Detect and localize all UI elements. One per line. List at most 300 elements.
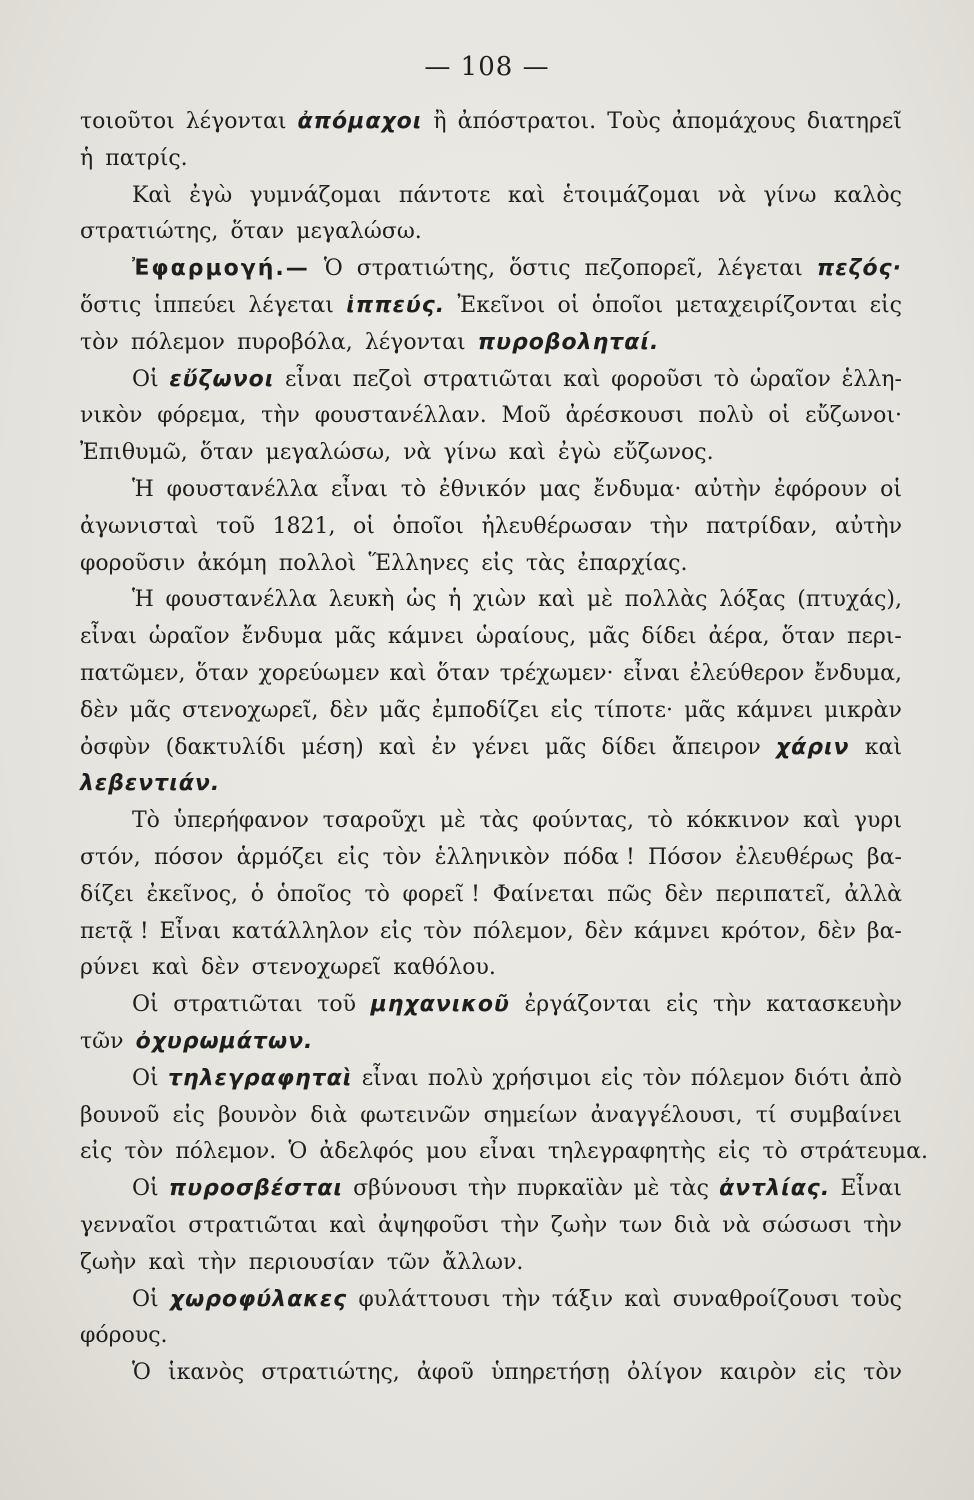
word: τὸν: [80, 329, 119, 355]
text-line: [80, 987, 902, 1024]
word: χιὼν: [472, 587, 527, 613]
word: πολὺ: [427, 1065, 483, 1091]
word: ἱππεύει: [153, 292, 237, 318]
word: ἀναγγέλουσι,: [590, 1102, 743, 1128]
word: Μοῦ: [501, 403, 551, 429]
word: λευκὴ: [328, 587, 395, 613]
word: μεγαλώσω,: [265, 440, 392, 466]
word: τρέχωμεν·: [499, 660, 614, 686]
emphasized-term: ἱππεύς.: [346, 292, 446, 318]
word: ζωὴν: [80, 1249, 137, 1275]
text-line: [80, 509, 902, 546]
word: ἀπὸ: [859, 1065, 902, 1091]
word: νὰ: [717, 182, 746, 208]
word: ἑλλη-: [841, 366, 902, 392]
word: φοροῦσι: [611, 366, 703, 392]
word: πόλεμον.: [175, 1139, 277, 1165]
text-line: [80, 582, 902, 619]
word: Φαίνεται: [492, 881, 595, 907]
section-heading: Ἐφαρμογή.—: [132, 256, 310, 282]
word: μέση): [301, 734, 364, 760]
word: πόλεμον,: [472, 918, 574, 944]
word: καιρὸν: [719, 1360, 797, 1386]
emphasized-term: ἀντλίας.: [719, 1176, 831, 1202]
word: τὰς: [669, 1176, 709, 1202]
word: εἰς: [80, 1139, 113, 1165]
word: τὴν: [649, 513, 689, 539]
emphasized-term: εὔζωνοι: [169, 366, 275, 392]
page-number: — 108 —: [424, 52, 550, 82]
word: ἐργάζονται: [524, 992, 652, 1018]
word: ἐφόρουν: [773, 476, 868, 502]
word: δίδει: [641, 624, 697, 650]
word: Οἱ: [132, 366, 159, 392]
word: ἡ: [448, 587, 462, 613]
word: κάμνει: [736, 697, 813, 723]
word: ἀπόστρατοι.: [457, 109, 597, 134]
text-line: [80, 1098, 902, 1135]
text-line: [80, 398, 902, 435]
text-line: [80, 656, 902, 693]
text-line: [80, 362, 902, 399]
body-text: [80, 104, 928, 1392]
word: Ἐπιθυμῶ,: [80, 440, 188, 466]
word: μᾶς: [684, 697, 726, 723]
text-line: [80, 214, 902, 251]
word: στρατιώτης,: [80, 219, 219, 245]
word: εἰς: [813, 1360, 847, 1386]
word: εἶναι: [285, 366, 342, 392]
word: τὴν: [468, 1176, 507, 1202]
word: ὁποῖοι: [392, 513, 464, 539]
word: (πτυχάς),: [797, 587, 902, 613]
word: κατασκευὴν: [766, 992, 902, 1018]
text-line: [80, 1171, 902, 1208]
word: σημείων: [483, 1102, 578, 1128]
word: κρότον,: [721, 918, 807, 944]
word: περιπατεῖ,: [715, 881, 832, 907]
word: μεγαλώσω.: [296, 219, 422, 245]
word: στρατιώτης,: [261, 1360, 400, 1386]
text-line: [80, 950, 902, 987]
word: εἰς: [550, 697, 583, 723]
text-line: [80, 619, 902, 656]
word: Τὸ: [132, 808, 160, 834]
word: πολὺ: [698, 403, 754, 429]
word: Εἶναι: [159, 918, 222, 944]
text-line: [80, 803, 902, 840]
word: τὸν: [124, 1139, 164, 1165]
word: συναθροίζουσι: [672, 1286, 840, 1312]
word: ἀψηφοῦσι: [378, 1212, 489, 1238]
emphasized-term: τηλεγραφηταὶ: [168, 1065, 353, 1091]
emphasized-term: χάριν: [775, 734, 850, 760]
word: πόλεμον: [690, 1065, 785, 1091]
text-line: [80, 1061, 902, 1098]
word: νὰ: [403, 440, 432, 466]
word: ἀδελφός: [319, 1139, 414, 1165]
word: εἶναι: [331, 476, 388, 502]
text-line: [80, 766, 902, 803]
word: τσαροῦχι: [322, 808, 427, 834]
emphasized-term: λεβεντιάν.: [80, 771, 221, 797]
word: εἰς: [666, 992, 699, 1018]
word: ἔνδυμα·: [593, 476, 682, 502]
word: σώσωσι: [762, 1212, 852, 1238]
word: ὅταν: [230, 219, 285, 245]
word: Εἶναι: [840, 1176, 902, 1202]
word: λέγεται: [248, 292, 334, 318]
word: τὴν: [261, 403, 300, 429]
word: μᾶς: [379, 697, 421, 723]
word: δὲν: [80, 697, 119, 723]
word: φορεῖ !: [402, 881, 480, 907]
word: γίνω: [443, 440, 497, 466]
word: ἀέρα,: [708, 624, 770, 650]
word: ὀσφὺν: [80, 734, 151, 760]
word: τὴν: [500, 1212, 540, 1238]
word: τὸν: [863, 1360, 902, 1386]
word: Οἱ: [132, 1286, 159, 1312]
word: περιουσίαν: [248, 1249, 375, 1275]
word: τὸν: [642, 1065, 682, 1091]
word: τὸ: [762, 1139, 788, 1165]
word: εὔζωνος.: [613, 440, 714, 466]
word: τὰς: [525, 550, 566, 576]
word: κάμνει: [387, 624, 465, 650]
word: μᾶς: [544, 734, 587, 760]
emphasized-term: χωροφύλακες: [169, 1286, 348, 1312]
word: στρατιῶται: [173, 992, 303, 1018]
word: στόν,: [80, 844, 141, 870]
word: διὰ: [673, 1212, 711, 1238]
word: ὁ: [250, 881, 264, 907]
word: Καὶ: [132, 182, 172, 208]
word: Ὁ: [132, 1360, 151, 1386]
word: ἐλευθέρως: [735, 844, 854, 870]
text-line: [80, 104, 902, 141]
word: μὲ: [586, 587, 613, 613]
word: Ἐκεῖνοι: [457, 292, 546, 318]
word: ἄλλων.: [442, 1249, 524, 1275]
text-line: [80, 730, 902, 767]
word: δίζει: [80, 881, 134, 907]
word: πυρκαϊὰν: [516, 1176, 624, 1202]
word: διατηρεῖ: [806, 109, 902, 134]
word: δὲν: [817, 918, 857, 944]
word: τῶν: [386, 1249, 431, 1275]
word: καὶ: [329, 1212, 367, 1238]
word: πατρίδαν,: [705, 513, 818, 539]
word: εἶναι: [623, 660, 681, 686]
word: ἁρμόζει: [236, 844, 324, 870]
word: εἶναι: [80, 624, 137, 650]
word: πῶς: [607, 881, 653, 907]
word: τοῦ: [216, 513, 255, 539]
word: φουστανέλλαν.: [314, 403, 487, 429]
word: καὶ: [508, 440, 546, 466]
word: φόρεμα,: [157, 403, 247, 429]
text-line: [80, 1355, 902, 1392]
word: τὴν: [197, 1249, 237, 1275]
word: οἱ: [768, 403, 791, 429]
word: εἰς: [600, 1065, 634, 1091]
word: τῶν: [80, 1028, 124, 1054]
word: ὅστις: [80, 292, 142, 318]
word: φουστανέλλα: [165, 587, 318, 613]
word: κατάλληλον: [231, 918, 370, 944]
word: λέγονται: [364, 329, 466, 355]
word: ἐκεῖνος,: [146, 881, 239, 907]
word: ἠλευθέρωσαν: [481, 513, 633, 539]
word: ζωὴν: [550, 1212, 608, 1238]
word: καὶ: [803, 808, 841, 834]
word: πόλεμον: [130, 329, 225, 355]
word: βα-: [866, 844, 902, 870]
word: στρατιῶται: [423, 366, 553, 392]
word: τί: [755, 1102, 777, 1128]
word: ἡ: [80, 145, 94, 171]
word: γυρι: [853, 808, 902, 834]
word: ὅταν: [436, 660, 490, 686]
word: ἐν: [431, 734, 457, 760]
word: Οἱ: [132, 1065, 159, 1091]
word: ὅστις: [509, 256, 571, 282]
word: εἰς: [172, 1102, 205, 1128]
word: συμβαίνει: [789, 1102, 902, 1128]
text-line: [80, 251, 902, 288]
word: φουστανέλλα: [166, 476, 319, 502]
word: φούντας,: [532, 808, 634, 834]
word: ὁποῖοι: [591, 292, 664, 318]
word: μικρὰν: [824, 697, 902, 723]
word: μου: [425, 1139, 467, 1165]
word: κάμνει: [633, 918, 711, 944]
word: εὔζωνοι·: [805, 403, 902, 429]
word: ἀρέσκουσι: [565, 403, 684, 429]
word: Οἱ: [132, 992, 159, 1018]
text-line: [80, 1024, 902, 1061]
word: πολλὰς: [624, 587, 708, 613]
text-line: [80, 877, 902, 914]
word: ὑπηρετήσῃ: [490, 1360, 610, 1386]
text-line: [80, 1282, 902, 1319]
word: καὶ: [507, 182, 546, 208]
word: πετᾷ !: [80, 918, 149, 944]
word: διὰ: [310, 1102, 348, 1128]
text-line: [80, 178, 902, 215]
word: ὅταν: [195, 660, 249, 686]
word: ὅταν: [199, 440, 254, 466]
word: εἰς: [380, 918, 413, 944]
word: στενοχωρεῖ: [251, 955, 382, 981]
word: νὰ: [722, 1212, 751, 1238]
emphasized-term: πυροβοληταί.: [477, 329, 660, 355]
word: οἱ: [353, 513, 375, 539]
word: χρήσιμοι: [492, 1065, 592, 1091]
word: πεζοὶ: [352, 366, 413, 392]
word: ὡς: [406, 587, 437, 613]
word: διότι: [794, 1065, 850, 1091]
word: 1821,: [272, 513, 336, 539]
text-line: [80, 693, 902, 730]
word: εἰς: [337, 844, 370, 870]
word: αὐτὴν: [835, 513, 902, 539]
word: τάξιν: [551, 1286, 613, 1312]
word: γίνω: [763, 182, 817, 208]
word: Ὁ: [288, 1139, 308, 1165]
word: χορεύωμεν: [258, 660, 380, 686]
word: ἐμποδίζει: [431, 697, 540, 723]
word: πατρίς.: [105, 145, 188, 171]
word: στενοχωρεῖ,: [182, 697, 319, 723]
word: μᾶς: [588, 624, 630, 650]
word: ἐθνικόν: [438, 476, 527, 502]
word: Ὁ: [323, 256, 343, 282]
emphasized-term: πεζός·: [816, 256, 902, 282]
word: γένει: [471, 734, 530, 760]
word: βα-: [866, 918, 902, 944]
word: σβύνουσι: [353, 1176, 458, 1202]
word: τὸν: [423, 918, 462, 944]
word: φόρους.: [80, 1323, 168, 1349]
word: στράτευμα.: [799, 1139, 928, 1165]
word: ἐγὼ: [189, 182, 233, 208]
word: πατῶμεν,: [80, 660, 186, 686]
emphasized-term: ἀπόμαχοι: [297, 109, 423, 134]
word: ἔνδυμα,: [814, 660, 902, 686]
text-line: [80, 546, 902, 583]
word: Ἡ: [132, 587, 154, 613]
word: περι-: [847, 624, 902, 650]
word: φωτεινῶν: [360, 1102, 471, 1128]
word: πυροβόλα,: [236, 329, 353, 355]
word: ἐπαρχίας.: [577, 550, 688, 576]
word: στρατιῶται: [188, 1212, 318, 1238]
word: ὡραῖον: [749, 366, 831, 392]
text-line: [80, 1208, 902, 1245]
word: δὲν: [201, 955, 240, 981]
word: αὐτὴν: [694, 476, 762, 502]
word: πόσον: [154, 844, 224, 870]
word: πάντοτε: [398, 182, 491, 208]
word: ὅταν: [781, 624, 836, 650]
text-line: [80, 141, 902, 178]
word: τὴν: [712, 992, 752, 1018]
word: μᾶς: [334, 624, 376, 650]
emphasized-term: πυροσβέσται: [168, 1176, 343, 1202]
word: ὡραῖον: [148, 624, 230, 650]
word: λέγονται: [185, 109, 287, 134]
word: μας: [539, 476, 581, 502]
word: ἀγωνισταὶ: [80, 513, 199, 539]
word: λόξας: [719, 587, 786, 613]
word: τηλεγραφητὴς: [547, 1139, 706, 1165]
word: δὲν: [664, 881, 704, 907]
word: οἱ: [880, 476, 902, 502]
word: καὶ: [537, 587, 576, 613]
text-line: [80, 288, 902, 325]
word: ρύνει: [80, 955, 140, 981]
text-line: [80, 840, 902, 877]
word: γυμνάζομαι: [249, 182, 382, 208]
word: τοιοῦτοι: [80, 109, 175, 134]
text-line: [80, 1318, 902, 1355]
word: τὴν: [501, 1286, 541, 1312]
word: βουνὸν: [217, 1102, 298, 1128]
text-line: [80, 325, 902, 362]
word: Ἡ: [132, 476, 154, 502]
word: τοῦ: [317, 992, 356, 1018]
word: λέγεται: [717, 256, 803, 282]
word: ἢ: [433, 109, 447, 134]
word: φυλάττουσι: [358, 1286, 491, 1312]
word: καὶ: [151, 955, 190, 981]
text-line: [80, 1134, 928, 1171]
word: εἶναι: [361, 1065, 419, 1091]
word: πεζοπορεῖ,: [584, 256, 704, 282]
word: τὸ: [647, 808, 673, 834]
word: δὲν: [329, 697, 369, 723]
word: ἑτοιμάζομαι: [562, 182, 701, 208]
word: καὶ: [864, 734, 902, 760]
word: εἶναι: [478, 1139, 536, 1165]
word: τὸ: [364, 881, 390, 907]
word: καὶ: [563, 366, 601, 392]
word: δὲν: [584, 918, 624, 944]
word: (δακτυλίδι: [165, 734, 287, 760]
word: καὶ: [624, 1286, 662, 1312]
word: πόδα !: [563, 844, 635, 870]
word: καθόλου.: [393, 955, 496, 981]
word: τὸ: [713, 366, 740, 392]
word: Πόσον: [648, 844, 723, 870]
word: τίποτε·: [593, 697, 673, 723]
word: ἀκόμη: [197, 550, 267, 576]
word: μᾶς: [129, 697, 172, 723]
word: ὑπερήφανον: [173, 808, 310, 834]
word: ἱκανὸς: [168, 1360, 245, 1386]
word: μὲ: [439, 808, 466, 834]
text-line: [80, 914, 902, 951]
text-line: [80, 435, 902, 472]
word: τοὺς: [850, 1286, 902, 1312]
word: ὡραίους,: [476, 624, 577, 650]
word: γενναῖοι: [80, 1212, 177, 1238]
word: ἀπομάχους: [671, 109, 796, 134]
word: Ἕλληνες: [368, 550, 470, 576]
word: πολλοὶ: [278, 550, 357, 576]
word: ἔνδυμα: [241, 624, 323, 650]
word: ὁποῖος: [276, 881, 352, 907]
word: φοροῦσιν: [80, 550, 186, 576]
word: κόκκινον: [686, 808, 790, 834]
word: ἐγὼ: [558, 440, 601, 466]
word: ἀλλὰ: [844, 881, 902, 907]
word: ἄπειρον: [671, 734, 761, 760]
word: καλὸς: [833, 182, 902, 208]
word: τὸ: [400, 476, 427, 502]
word: τὸν: [382, 844, 422, 870]
word: δίδει: [601, 734, 657, 760]
word: ὀλίγον: [626, 1360, 703, 1386]
word: εἰς: [717, 1139, 751, 1165]
emphasized-term: μηχανικοῦ: [370, 992, 510, 1018]
word: τὴν: [863, 1212, 902, 1238]
word: μὲ: [633, 1176, 660, 1202]
word: εἰς: [869, 292, 902, 318]
word: Οἱ: [132, 1176, 159, 1202]
